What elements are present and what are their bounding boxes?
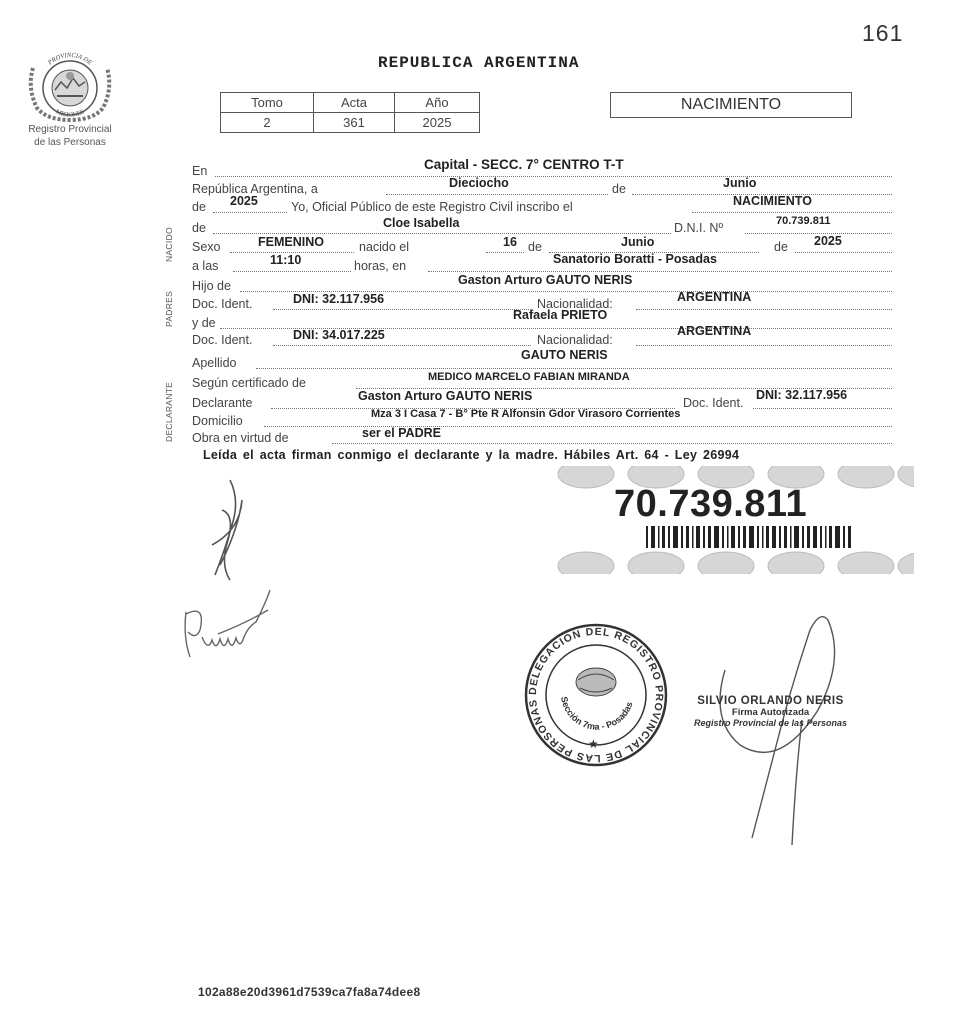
document-title: REPUBLICA ARGENTINA [378,54,580,72]
certificate-issuer: MEDICO MARCELO FABIAN MIRANDA [428,371,630,383]
dotted-line [692,212,892,213]
label-y-de: y de [192,316,216,330]
emblem-bottom-text: MISIONES [54,108,86,119]
label-apellido: Apellido [192,356,237,370]
declarant-signature-icon [200,470,260,585]
label-de: de [612,182,626,196]
label-sexo: Sexo [192,240,221,254]
seal-ring-text: DELEGACION DEL REGISTRO PROVINCIAL DE LAS PERSONAS [526,625,666,765]
label-nacido: nacido el [359,240,410,254]
birth-month: Junio [621,235,655,249]
label-doc-ident: Doc. Ident. [683,396,744,410]
provincial-emblem-icon [25,48,115,122]
label-doc-ident: Doc. Ident. [192,333,253,347]
label-a-las: a las [192,259,219,273]
registry-logo [14,48,126,148]
record-month: Junio [723,176,757,190]
birth-day: 16 [503,235,517,249]
declarant-dni: DNI: 32.117.956 [756,388,848,402]
label-doc-ident: Doc. Ident. [192,297,253,311]
registry-seal [516,620,676,775]
star-icon: ★ [588,737,599,751]
dotted-line [386,194,608,195]
dotted-line [215,176,892,177]
mother-name: Rafaela PRIETO [513,308,608,322]
value-tomo: 2 [221,113,314,133]
label-en: En [192,164,208,178]
dotted-line [795,252,892,253]
label-obra: Obra en virtud de [192,431,289,445]
page-number: 161 [862,20,904,46]
birth-year: 2025 [814,234,842,248]
dotted-line [213,212,287,213]
official-name: SILVIO ORLANDO NERIS [697,695,844,707]
record-year: 2025 [230,194,258,208]
section-label-declarante: DECLARANTE [164,381,174,442]
label-declarante: Declarante [192,396,253,410]
label-de: de [192,221,206,235]
dotted-line [273,309,531,310]
label-nacionalidad: Nacionalidad: [537,333,613,347]
dni-sticker-number: 70.739.811 [614,483,808,525]
emblem-top-text: PROVINCIA DE [46,51,94,67]
logo-caption-line1: Registro Provincial [28,124,112,135]
registry-location: Capital - SECC. 7° CENTRO T-T [424,157,624,172]
declarant-address: Mza 3 I Casa 7 - B° Pte R Alfonsin Gdor Virasoro Corrientes [371,408,681,420]
dotted-line [636,309,892,310]
father-name: Gaston Arturo GAUTO NERIS [458,273,633,287]
official-role: Firma Autorizada [731,707,810,718]
svg-text:PROVINCIA DE [46,52,93,67]
dotted-line [256,368,892,369]
surname: GAUTO NERIS [521,348,608,362]
label-nacionalidad: Nacionalidad: [537,297,613,311]
birth-place: Sanatorio Boratti - Posadas [553,252,717,266]
dotted-line [264,426,892,427]
dotted-line [486,252,524,253]
mother-nationality: ARGENTINA [677,324,752,338]
official-seal-icon [516,620,676,770]
reference-table [220,92,480,133]
label-republica: República Argentina, a [192,182,318,196]
father-dni: DNI: 32.117.956 [293,292,385,306]
label-oficial: Yo, Oficial Público de este Registro Civil inscribo el [291,200,573,214]
child-dni: 70.739.811 [776,215,831,227]
birth-time: 11:10 [270,253,302,267]
label-de: de [528,240,542,254]
label-hijo-de: Hijo de [192,279,231,293]
mother-dni: DNI: 34.017.225 [293,328,385,342]
declarant-name: Gaston Arturo GAUTO NERIS [358,389,533,403]
document-hash: 102a88e20d3961d7539ca7fa8a74dee8 [198,985,421,999]
seal-inner-text: Sección 7ma - Posadas [559,695,635,732]
record-type-box: NACIMIENTO [610,92,852,118]
official-institution: Registro Provincial de las Personas [694,718,848,728]
dotted-line [428,271,892,272]
declarant-capacity: ser el PADRE [362,426,441,440]
child-sex: FEMENINO [258,235,324,249]
registration-type: NACIMIENTO [733,194,812,208]
label-horas-en: horas, en [354,259,407,273]
dotted-line [332,443,892,444]
record-day-text: Dieciocho [449,176,509,190]
section-label-padres: PADRES [164,290,174,327]
value-acta: 361 [314,113,395,133]
reference-header-row [221,93,480,113]
closing-statement: Leída el acta firman conmigo el declarante y la madre. Hábiles Art. 64 - Ley 26994 [203,448,740,462]
logo-caption-line2: de las Personas [34,137,106,148]
value-anio: 2025 [395,113,480,133]
dotted-line [213,233,671,234]
label-de: de [192,200,206,214]
section-label-nacido: NACIDO [164,227,174,262]
label-domicilio: Domicilio [192,414,243,428]
label-dni: D.N.I. Nº [674,221,724,235]
dotted-line [636,345,892,346]
reference-value-row [221,113,480,133]
header-tomo: Tomo [221,93,314,113]
dotted-line [273,345,531,346]
label-de: de [774,240,788,254]
label-certificado: Según certificado de [192,376,306,390]
child-name: Cloe Isabella [383,216,460,230]
svg-text:Sección 7ma - Posadas [559,696,635,732]
mother-signature-icon [178,582,278,662]
header-anio: Año [395,93,480,113]
dotted-line [233,271,351,272]
header-acta: Acta [314,93,395,113]
authorized-official [694,695,847,728]
dotted-line [753,408,892,409]
father-nationality: ARGENTINA [677,290,752,304]
